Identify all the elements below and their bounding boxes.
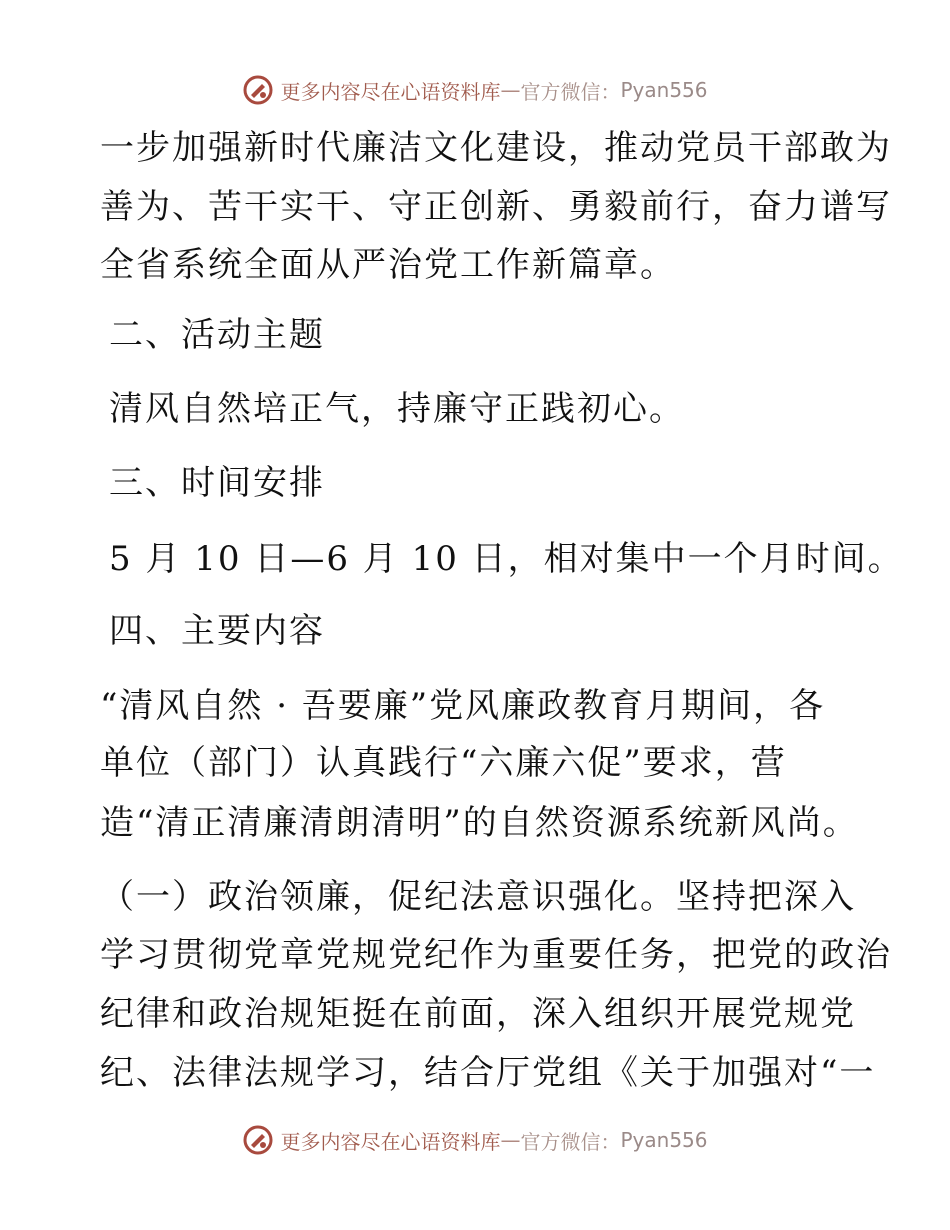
body-line: 善为、苦干实干、守正创新、勇毅前行，奋力谱写 <box>100 187 892 227</box>
watermark-wechat-label: 官方微信： <box>520 1129 621 1154</box>
section-heading: 二、活动主题 <box>109 315 325 355</box>
body-line: 清风自然培正气，持廉守正践初心。 <box>109 389 685 429</box>
body-line: “清风自然 · 吾要廉”党风廉政教育月期间，各 <box>100 686 826 726</box>
body-line: 单位（部门）认真践行“六廉六促”要求，营 <box>100 743 787 783</box>
header-watermark <box>0 72 950 108</box>
footer-watermark <box>0 1122 950 1158</box>
body-line: 学习贯彻党章党规党纪作为重要任务，把党的政治 <box>100 935 892 975</box>
body-line: 5 月 10 日—6 月 10 日，相对集中一个月时间。 <box>109 539 904 579</box>
body-line: 纪、法律法规学习，结合厅党组《关于加强对“一 <box>100 1053 876 1093</box>
body-line: （一）政治领廉，促纪法意识强化。坚持把深入 <box>100 877 856 917</box>
body-line: 纪律和政治规矩挺在前面，深入组织开展党规党 <box>100 994 856 1034</box>
watermark-dash: — <box>500 1128 521 1152</box>
watermark-wechat-label: 官方微信： <box>520 79 621 104</box>
section-heading: 四、主要内容 <box>109 611 325 651</box>
body-line: 一步加强新时代廉洁文化建设，推动党员干部敢为 <box>100 128 892 168</box>
section-heading: 三、时间安排 <box>109 463 325 503</box>
watermark-title: 更多内容尽在心语资料库 <box>280 79 501 104</box>
watermark-wechat-id: Pyan556 <box>620 1128 708 1152</box>
brand-logo-icon <box>242 74 274 106</box>
brand-logo-icon <box>242 1124 274 1156</box>
body-line: 造“清正清廉清朗清明”的自然资源系统新风尚。 <box>100 803 859 843</box>
watermark-dash: — <box>500 78 521 102</box>
body-line: 全省系统全面从严治党工作新篇章。 <box>100 245 676 285</box>
watermark-title: 更多内容尽在心语资料库 <box>280 1129 501 1154</box>
watermark-wechat-id: Pyan556 <box>620 78 708 102</box>
